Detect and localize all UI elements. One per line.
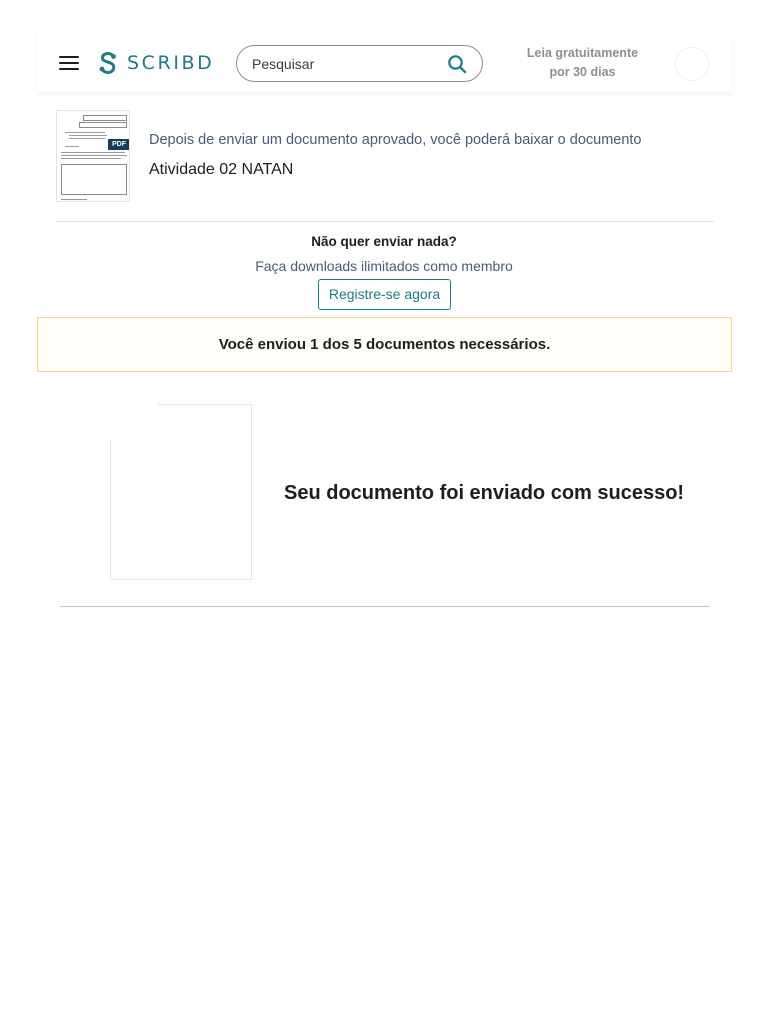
prompt-subtitle: Faça downloads ilimitados como membro xyxy=(255,258,513,274)
section-divider xyxy=(60,606,710,607)
logo-text: SCRIBD xyxy=(127,52,215,74)
search-input[interactable] xyxy=(252,54,442,74)
hamburger-menu-icon[interactable] xyxy=(59,56,79,70)
scribd-logo[interactable] xyxy=(97,51,214,75)
top-header xyxy=(37,30,732,92)
scribd-logo-icon xyxy=(97,51,119,75)
prompt-title: Não quer enviar nada? xyxy=(311,234,457,249)
upload-progress-banner: Você enviou 1 dos 5 documentos necessários. xyxy=(37,317,732,372)
pdf-badge: PDF xyxy=(108,139,130,150)
trial-line-1: Leia gratuitamente xyxy=(526,46,639,60)
free-trial-link[interactable] xyxy=(515,44,650,82)
download-note: Depois de enviar um documento aprovado, você poderá baixar o documento xyxy=(149,132,642,148)
document-thumbnail[interactable] xyxy=(56,110,130,202)
search-icon[interactable] xyxy=(447,54,467,74)
upload-success-message: Seu documento foi enviado com sucesso! xyxy=(284,482,685,504)
user-avatar[interactable] xyxy=(675,47,709,81)
uploaded-document-row xyxy=(56,110,714,222)
trial-line-2: por 30 dias xyxy=(549,65,616,79)
document-title[interactable]: Atividade 02 NATAN xyxy=(149,161,294,178)
register-button[interactable]: Registre-se agora xyxy=(318,279,451,310)
footer-edge xyxy=(37,985,732,991)
uploaded-document-preview xyxy=(110,404,252,580)
search-box[interactable] xyxy=(236,45,483,82)
